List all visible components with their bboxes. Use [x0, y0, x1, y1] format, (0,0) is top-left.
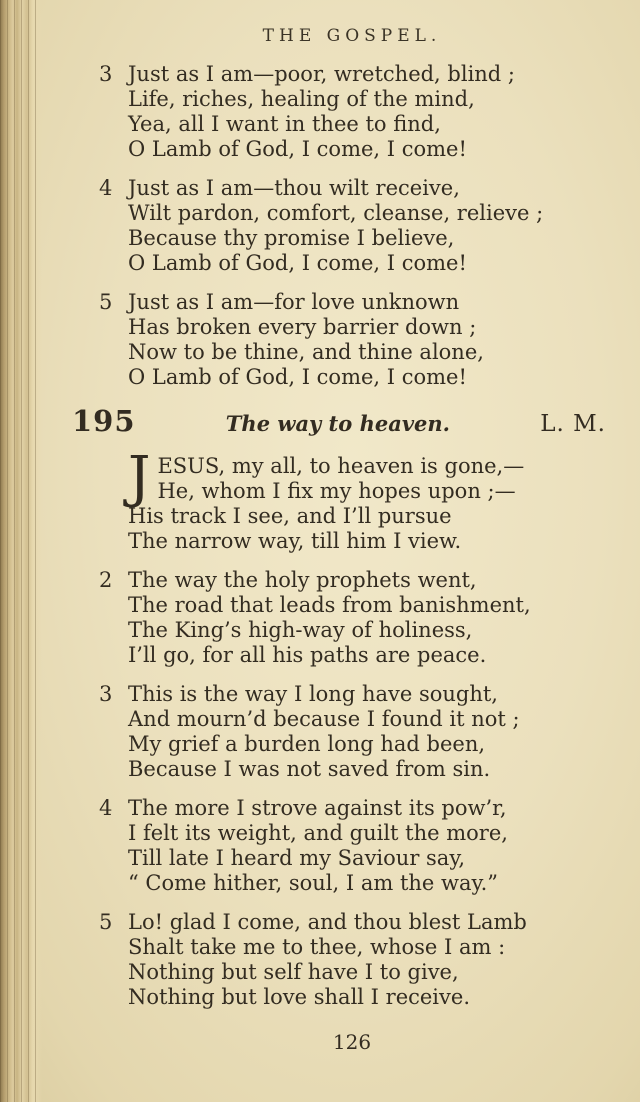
- stanza: [98, 176, 606, 276]
- verse-line: Nothing but self have I to give,: [128, 960, 459, 984]
- verse-line: His track I see, and I’ll pursue: [128, 504, 452, 528]
- verse-line: Nothing but love shall I receive.: [128, 985, 470, 1009]
- verse-line: O Lamb of God, I come, I come!: [128, 137, 467, 161]
- verse-line: Because I was not saved from sin.: [128, 757, 491, 781]
- verse-line: Just as I am—poor, wretched, blind ;: [128, 62, 516, 86]
- verse-line: The more I strove against its pow’r,: [128, 796, 507, 820]
- verse-line: ESUS, my all, to heaven is gone,—: [157, 454, 525, 478]
- verse-line: He, whom I fix my hopes upon ;—: [157, 479, 516, 503]
- stanza-number: 3: [99, 62, 113, 86]
- verse-line: Just as I am—for love unknown: [128, 290, 460, 314]
- verse-line: The road that leads from banishment,: [128, 593, 531, 617]
- hymn-195-stanzas: [98, 445, 606, 1010]
- stanza: [98, 62, 606, 162]
- hymn-meter: L. M.: [540, 411, 606, 437]
- stanza: [98, 796, 606, 896]
- stanza-number: 5: [99, 910, 113, 934]
- book-binding-edge: [0, 0, 42, 1102]
- verse-line: The King’s high-way of holiness,: [128, 618, 473, 642]
- hymn-title: The way to heaven.: [225, 411, 450, 436]
- stanza: [98, 290, 606, 390]
- verse-line: Lo! glad I come, and thou blest Lamb: [128, 910, 527, 934]
- verse-line: I felt its weight, and guilt the more,: [128, 821, 508, 845]
- verse-line: Now to be thine, and thine alone,: [128, 340, 484, 364]
- verse-line: My grief a burden long had been,: [128, 732, 486, 756]
- verse-line: O Lamb of God, I come, I come!: [128, 251, 467, 275]
- page: [42, 0, 640, 1102]
- stanza-number: 5: [99, 290, 113, 314]
- verse-line: Shalt take me to thee, whose I am :: [128, 935, 506, 959]
- stanza-with-dropcap: [98, 445, 606, 554]
- stanza-number: 2: [99, 568, 113, 592]
- previous-hymn-stanzas: [98, 62, 606, 390]
- verse-line: Life, riches, healing of the mind,: [128, 87, 475, 111]
- verse-line: I’ll go, for all his paths are peace.: [128, 643, 487, 667]
- stanza: [98, 910, 606, 1010]
- stanza: [98, 568, 606, 668]
- stanza-number: 4: [99, 796, 113, 820]
- verse-line: The narrow way, till him I view.: [128, 529, 462, 553]
- verse-line: Wilt pardon, comfort, cleanse, relieve ;: [128, 201, 544, 225]
- drop-cap: J: [128, 445, 151, 510]
- verse-line: Yea, all I want in thee to find,: [128, 112, 441, 136]
- stanza: [98, 682, 606, 782]
- verse-line: The way the holy prophets went,: [128, 568, 477, 592]
- verse-line: Till late I heard my Saviour say,: [128, 846, 466, 870]
- verse-line: Just as I am—thou wilt receive,: [128, 176, 460, 200]
- verse-line: This is the way I long have sought,: [128, 682, 498, 706]
- stanza-number: 3: [99, 682, 113, 706]
- stanza-number: 4: [99, 176, 113, 200]
- verse-line: O Lamb of God, I come, I come!: [128, 365, 467, 389]
- hymn-heading: [72, 404, 606, 438]
- page-number: 126: [332, 1030, 372, 1054]
- verse-line: And mourn’d because I found it not ;: [128, 707, 520, 731]
- verse-line: Has broken every barrier down ;: [128, 315, 477, 339]
- verse-line: “ Come hither, soul, I am the way.”: [128, 871, 498, 895]
- verse-line: Because thy promise I believe,: [128, 226, 455, 250]
- hymn-number: 195: [72, 404, 136, 438]
- running-header: THE GOSPEL.: [262, 26, 442, 46]
